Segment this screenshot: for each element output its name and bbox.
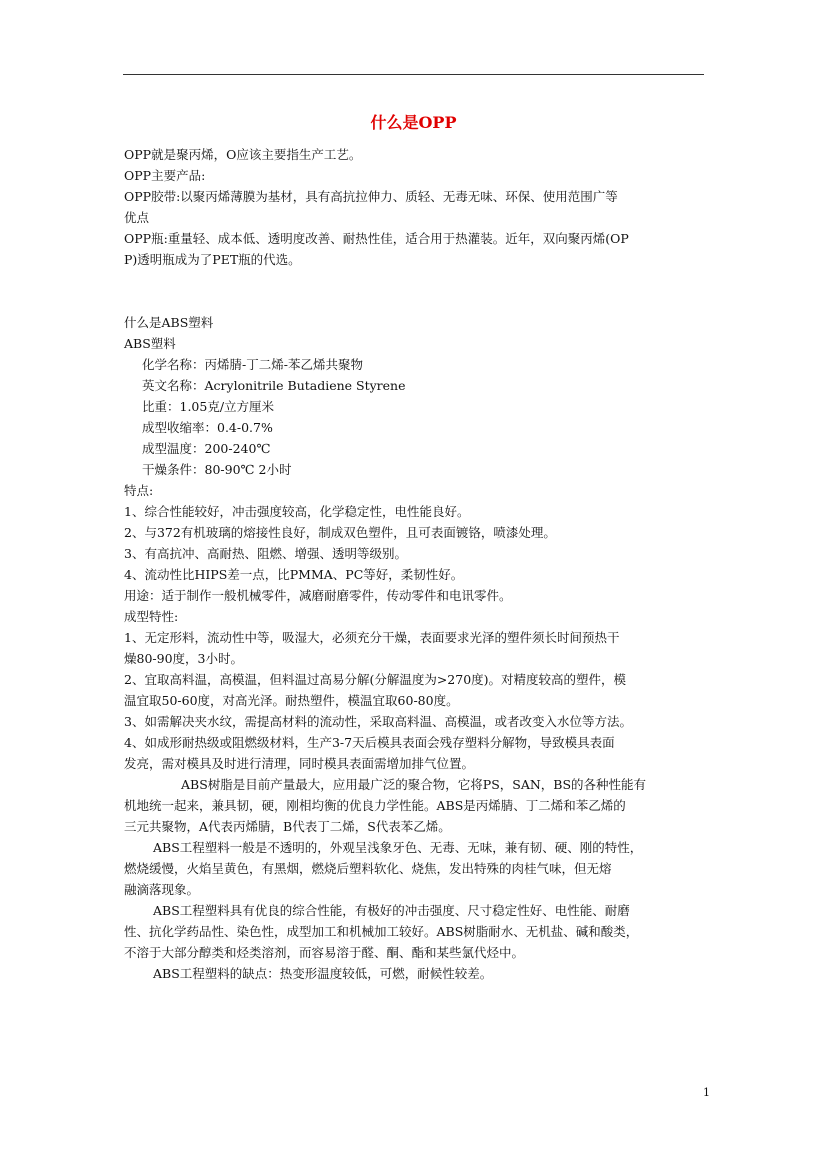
paragraph-line: ABS工程塑料具有优良的综合性能，有极好的冲击强度、尺寸稳定性好、电性能、耐磨 — [153, 903, 630, 918]
abs-molding-temp: 成型温度：200-240℃ — [142, 441, 271, 456]
feature-item: 4、流动性比HIPS差一点，比PMMA、PC等好，柔韧性好。 — [124, 567, 464, 582]
paragraph-line: 融滴落现象。 — [124, 882, 200, 897]
molding-item: 4、如成形耐热级或阻燃级材料，生产3-7天后模具表面会残存塑料分解物，导致模具表面 — [124, 735, 615, 750]
feature-item: 3、有高抗冲、高耐热、阻燃、增强、透明等级别。 — [124, 546, 407, 561]
paragraph-line: 性、抗化学药品性、染色性，成型加工和机械加工较好。ABS树脂耐水、无机盐、碱和酸类， — [124, 924, 639, 939]
paragraph-line: 机地统一起来，兼具韧，硬，刚相均衡的优良力学性能。ABS是丙烯腈、丁二烯和苯乙烯的 — [124, 798, 626, 813]
opp-tape-line2: 优点 — [124, 210, 150, 225]
opp-bottle-line1: OPP瓶:重量轻、成本低、透明度改善、耐热性佳，适合用于热灌装。近年，双向聚丙烯(OP — [124, 231, 629, 246]
header-rule — [123, 74, 704, 75]
abs-chemical-name: 化学名称：丙烯腈-丁二烯-苯乙烯共聚物 — [142, 357, 363, 372]
paragraph-line: ABS工程塑料的缺点：热变形温度较低，可燃，耐候性较差。 — [153, 966, 493, 981]
paragraph-line: 不溶于大部分醇类和烃类溶剂，而容易溶于醛、酮、酯和某些氯代烃中。 — [124, 945, 525, 960]
abs-density: 比重：1.05克/立方厘米 — [142, 399, 275, 414]
abs-english-name: 英文名称：Acrylonitrile Butadiene Styrene — [142, 378, 406, 393]
abs-drying: 干燥条件：80-90℃ 2小时 — [142, 462, 292, 477]
opp-definition: OPP就是聚丙烯，O应该主要指生产工艺。 — [124, 147, 362, 162]
features-heading: 特点: — [124, 483, 154, 498]
molding-heading: 成型特性: — [124, 609, 179, 624]
usage-text: 用途：适于制作一般机械零件，减磨耐磨零件，传动零件和电讯零件。 — [124, 588, 512, 603]
feature-item: 2、与372有机玻璃的熔接性良好，制成双色塑件，且可表面镀铬，喷漆处理。 — [124, 525, 556, 540]
molding-item: 3、如需解决夹水纹，需提高材料的流动性，采取高料温、高模温，或者改变入水位等方法。 — [124, 714, 632, 729]
molding-item-cont: 燥80-90度，3小时。 — [124, 651, 243, 666]
paragraph-line: 三元共聚物，A代表丙烯腈，B代表丁二烯，S代表苯乙烯。 — [124, 819, 451, 834]
opp-bottle-line2: P)透明瓶成为了PET瓶的代选。 — [124, 252, 301, 267]
section-spacer — [124, 270, 706, 312]
molding-item: 1、无定形料，流动性中等，吸湿大，必须充分干燥，表面要求光泽的塑件须长时间预热干 — [124, 630, 620, 645]
paragraph-line: ABS树脂是目前产量最大，应用最广泛的聚合物，它将PS，SAN，BS的各种性能有 — [181, 777, 647, 792]
paragraph-line: ABS工程塑料一般是不透明的，外观呈浅象牙色、无毒、无味，兼有韧、硬、刚的特性， — [153, 840, 643, 855]
paragraph-line: 燃烧缓慢，火焰呈黄色，有黑烟，燃烧后塑料软化、烧焦，发出特殊的肉桂气味，但无熔 — [124, 861, 612, 876]
abs-subheading: ABS塑料 — [124, 336, 176, 351]
molding-item-cont: 发亮，需对模具及时进行清理，同时模具表面需增加排气位置。 — [124, 756, 475, 771]
molding-item-cont: 温宜取50-60度，对高光泽。耐热塑件，模温宜取60-80度。 — [124, 693, 459, 708]
molding-item: 2、宜取高料温，高模温，但料温过高易分解(分解温度为>270度)。对精度较高的塑件，模 — [124, 672, 627, 687]
page-number: 1 — [703, 1086, 710, 1099]
page-title: 什么是OPP — [370, 113, 457, 132]
abs-shrinkage: 成型收缩率：0.4-0.7% — [142, 420, 273, 435]
abs-heading: 什么是ABS塑料 — [124, 315, 214, 330]
opp-products-heading: OPP主要产品: — [124, 168, 206, 183]
opp-tape-line1: OPP胶带:以聚丙烯薄膜为基材，具有高抗拉伸力、质轻、无毒无味、环保、使用范围广等 — [124, 189, 618, 204]
feature-item: 1、综合性能较好，冲击强度较高，化学稳定性，电性能良好。 — [124, 504, 470, 519]
document-body — [124, 144, 706, 984]
